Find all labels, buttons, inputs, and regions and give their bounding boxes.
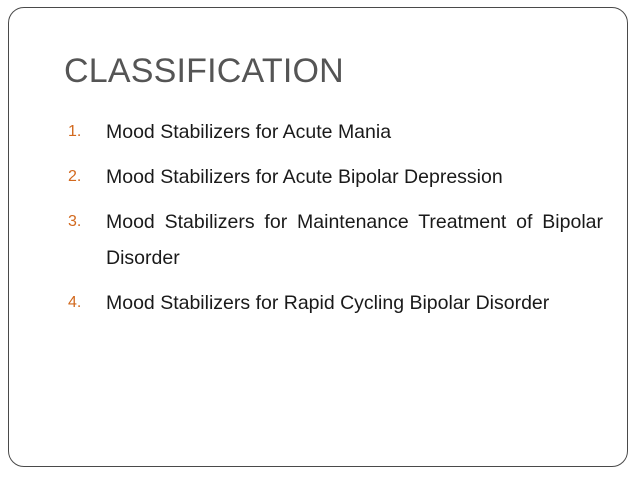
list-item-number: 2. <box>68 168 82 185</box>
list-item <box>68 114 603 150</box>
list-item-text: Mood Stabilizers for Rapid Cycling Bipolar Disorder <box>106 292 550 314</box>
classification-list <box>68 114 603 330</box>
list-item-number: 1. <box>68 123 82 140</box>
list-item-number: 4. <box>68 294 82 311</box>
list-item <box>68 285 603 321</box>
list-item-number: 3. <box>68 213 82 230</box>
list-item <box>68 159 603 195</box>
list-item-text: Mood Stabilizers for Acute Mania <box>106 121 392 143</box>
list-item <box>68 204 603 276</box>
list-item-text: Mood Stabilizers for Maintenance Treatment of Bipolar Disorder <box>106 211 603 269</box>
slide-title: CLASSIFICATION <box>64 52 344 90</box>
list-item-text: Mood Stabilizers for Acute Bipolar Depression <box>106 166 503 188</box>
